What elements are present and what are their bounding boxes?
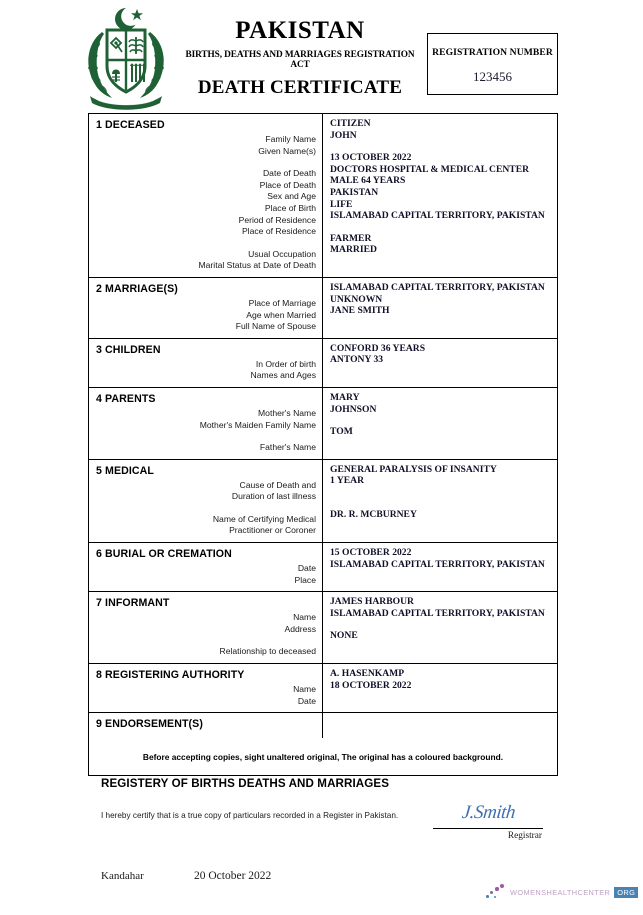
field-label: Given Name(s) [258,145,316,156]
field-label: Sex and Age [267,191,316,202]
field-label: Place [294,574,316,585]
certificate-section [89,664,557,713]
section-value-column [323,713,557,738]
field-label: In Order of birth [255,358,316,369]
section-label-column [89,543,323,591]
field-label: Period of Residence [238,214,316,225]
field-value: 1 YEAR [330,475,365,487]
section-title: 9 ENDORSEMENT(S) [96,718,203,731]
field-value: MALE 64 YEARS [330,175,406,187]
field-label: Practitioner or Coroner [229,525,316,536]
field-label: Place of Marriage [248,297,316,308]
registrar-signature: J.Smith [460,802,516,824]
field-label: Place of Death [259,179,316,190]
section-title: 2 MARRIAGE(S) [96,282,178,295]
field-label-stack [96,612,316,658]
section-title: 3 CHILDREN [96,343,161,356]
field-label: Cause of Death and [239,479,316,490]
certification-text: I hereby certify that is a true copy of particulars recorded in a Register in Pakistan. [101,811,399,821]
certificate-section [89,713,557,738]
field-value-stack [330,547,553,570]
field-value: CONFORD 36 YEARS [330,342,426,354]
field-value: ISLAMABAD CAPITAL TERRITORY, PAKISTAN [330,607,545,619]
site-watermark [486,884,638,900]
certificate-body [88,113,558,883]
field-value-stack [330,392,553,438]
field-value-stack [330,118,553,256]
field-value: JAMES HARBOUR [330,596,414,608]
registration-number-value: 123456 [473,69,512,84]
section-title: 8 REGISTERING AUTHORITY [96,669,245,682]
section-value-column [323,114,557,277]
field-value-stack [330,596,553,642]
certificate-section [89,278,557,339]
act-subtitle: BIRTHS, DEATHS AND MARRIAGES REGISTRATION ACT [185,50,415,71]
signature-block [433,802,543,841]
certificate-section [89,592,557,664]
field-label: Date [297,695,316,706]
field-value: A. HASENKAMP [330,668,405,680]
section-title: 4 PARENTS [96,392,156,405]
registration-number-box [427,33,558,95]
field-label: Full Name of Spouse [235,321,316,332]
field-label-stack [96,684,316,707]
watermark-dots-icon [486,884,506,900]
field-value-stack [330,282,553,317]
section-label-column [89,388,323,459]
field-label: Marital Status at Date of Death [198,260,316,271]
field-label: Name [293,684,316,695]
field-label: Age when Married [246,309,316,320]
pakistan-state-emblem-icon [72,4,180,110]
signature-rule [433,828,543,829]
field-value-stack [330,464,553,521]
field-value: ISLAMABAD CAPITAL TERRITORY, PAKISTAN [330,558,545,570]
section-label-column [89,664,323,712]
watermark-text: WOMENSHEALTHCENTER [510,887,611,897]
certificate-section [89,114,557,278]
watermark-org-badge: ORG [614,887,638,898]
field-label: Mother's Maiden Family Name [199,419,316,430]
field-label: Place of Residence [241,226,316,237]
certification-row [101,802,545,868]
field-label-stack [96,359,316,382]
field-value-stack [330,668,553,691]
section-title: 7 INFORMANT [96,597,170,610]
field-label: Name [293,612,316,623]
section-label-column [89,339,323,387]
section-value-column [323,664,557,712]
section-value-column [323,460,557,542]
registration-number-label: REGISTRATION NUMBER [432,47,553,58]
field-label: Date of Death [262,168,316,179]
field-value: JOHNSON [330,403,377,415]
certificate-section [89,388,557,460]
field-value: DR. R. MCBURNEY [330,509,417,521]
field-value: PAKISTAN [330,186,379,198]
field-label: Name of Certifying Medical [212,513,316,524]
copy-notice-text: Before accepting copies, sight unaltered original, The original has a coloured background. [142,752,504,763]
section-value-column [323,388,557,459]
field-label-stack [96,408,316,454]
field-label: Relationship to deceased [219,646,316,657]
field-value: MARY [330,391,360,403]
field-value: ISLAMABAD CAPITAL TERRITORY, PAKISTAN [330,281,545,293]
field-label: Father's Name [259,442,316,453]
registry-heading: REGISTERY OF BIRTHS DEATHS AND MARRIAGES [101,777,390,791]
section-value-column [323,278,557,338]
section-label-column [89,460,323,542]
certificate-section [89,339,557,388]
field-value: JOHN [330,129,357,141]
field-label: Duration of last illness [231,491,316,502]
field-value: GENERAL PARALYSIS OF INSANITY [330,463,497,475]
field-label: Place of Birth [264,202,316,213]
field-value: ISLAMABAD CAPITAL TERRITORY, PAKISTAN [330,210,545,222]
field-label-stack [96,298,316,333]
field-value: 18 OCTOBER 2022 [330,679,412,691]
field-value: ANTONY 33 [330,354,384,366]
issue-date: 20 October 2022 [194,870,272,883]
section-value-column [323,592,557,663]
section-title: 1 DECEASED [96,119,165,131]
field-value: LIFE [330,198,353,210]
section-title: 5 MEDICAL [96,464,154,477]
field-value: TOM [330,426,353,438]
field-value: 15 OCTOBER 2022 [330,547,412,559]
section-label-column [89,114,323,277]
title-block [180,18,420,99]
field-label-stack [96,563,316,586]
section-value-column [323,543,557,591]
field-value: FARMER [330,232,372,244]
field-value: JANE SMITH [330,305,390,317]
certificate-header [0,0,643,113]
field-label-stack [96,134,316,272]
section-label-column [89,592,323,663]
registrar-caption: Registrar [507,831,542,842]
section-label-column [89,713,323,738]
field-label: Address [284,623,316,634]
field-label: Usual Occupation [248,248,316,259]
document-type-title: DEATH CERTIFICATE [197,77,403,99]
field-value: DOCTORS HOSPITAL & MEDICAL CENTER [330,163,530,175]
field-label: Mother's Name [258,407,316,418]
sections-container [89,114,557,738]
country-title: PAKISTAN [235,17,365,44]
section-value-column [323,339,557,387]
field-value: NONE [330,630,358,642]
field-value: UNKNOWN [330,293,383,305]
issue-place: Kandahar [101,870,144,883]
field-label: Family Name [265,134,316,144]
issue-details-row [101,870,545,888]
field-label: Names and Ages [250,370,316,381]
field-value: CITIZEN [330,118,371,129]
field-value: 13 OCTOBER 2022 [330,152,412,164]
section-title: 6 BURIAL OR CREMATION [96,548,232,561]
certificate-section [89,460,557,543]
certificate-footer-panel [89,738,557,896]
field-value: MARRIED [330,244,377,256]
section-label-column [89,278,323,338]
certificate-section [89,543,557,592]
field-label: Date [297,563,316,574]
field-value-stack [330,343,553,366]
field-label-stack [96,480,316,537]
